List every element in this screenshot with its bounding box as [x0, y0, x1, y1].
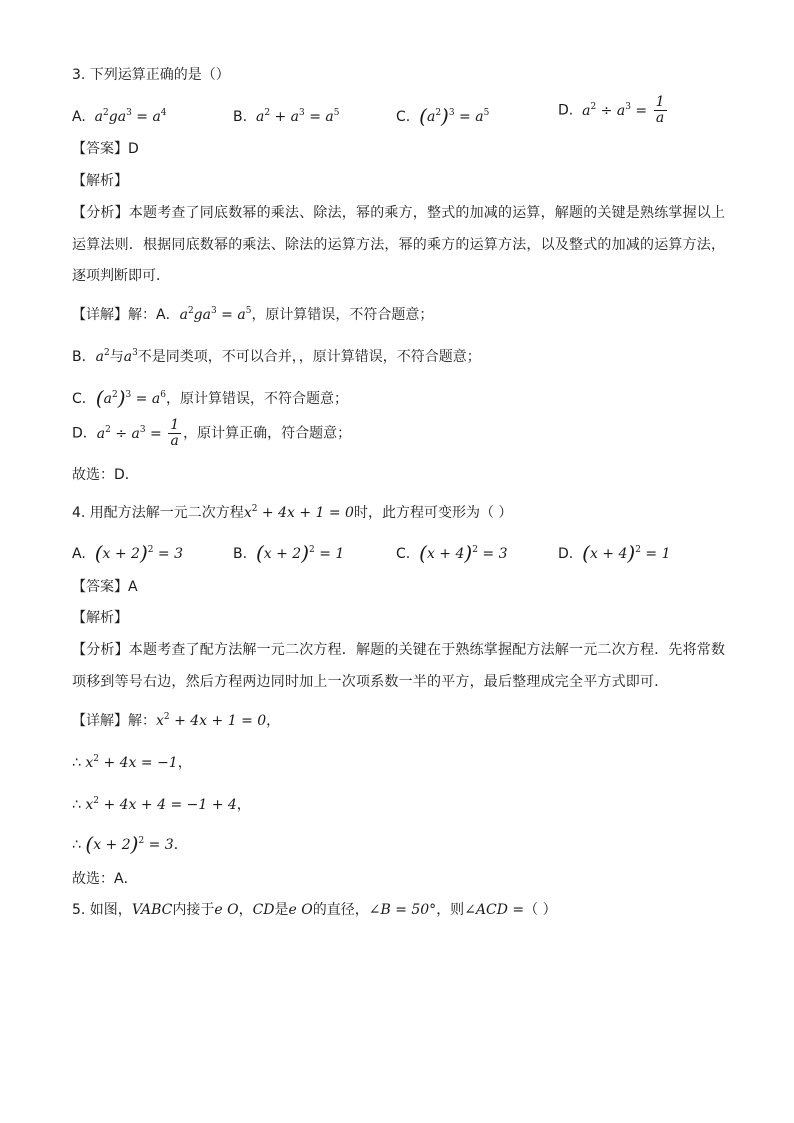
q3-option-d: D. $a^2 \div a^3$ = $\frac{1}{a}$ — [558, 94, 665, 126]
q3-analysis-line3: 逐项判断即可． — [72, 268, 170, 284]
q4-option-b: B. $(x + 2)^2 = 1$ — [233, 541, 345, 565]
q4-option-a: A. $(x + 2)^2 = 3$ — [72, 541, 184, 565]
q3-detail-d: D．$a^2 \div a^3$ = $\frac{1}{a}$ ，原计算正确，符合题意； — [72, 417, 352, 449]
q3-detail-b: B．$a^2$与$a^3$不是同类项，不可以合并，，原计算错误，不符合题意； — [72, 348, 481, 365]
q4-option-c: C. $(x + 4)^2 = 3$ — [396, 541, 508, 565]
q4-detail-step4: ∴ $(x + 2)^2 = 3$． — [72, 832, 188, 856]
q4-detail-step1: 【详解】解：$x^2 + 4x + 1 = 0$， — [72, 712, 281, 729]
q4-analysis-head: 【解析】 — [72, 610, 128, 626]
q3-analysis-head: 【解析】 — [72, 173, 128, 189]
q4-choose: 故选：A． — [72, 871, 138, 887]
q4-answer: 【答案】A — [72, 579, 138, 595]
q3-option-c: C. $(a^2)^3 = a^5$ — [396, 104, 490, 128]
q3-answer: 【答案】D — [72, 141, 139, 157]
q3-option-a: A. $a^2ga^3 = a^4$ — [72, 108, 167, 125]
q4-detail-step2: ∴ $x^2 + 4x = -1$， — [72, 754, 192, 771]
q3-option-b: B. $a^2 + a^3 = a^5$ — [233, 108, 340, 125]
q4-analysis-line1: 【分析】本题考查了配方法解一元二次方程．解题的关键在于熟练掌握配方法解一元二次方程．先将常数 — [72, 642, 726, 658]
q3-detail-a: 【详解】解：A．$a^2ga^3 = a^5$，原计算错误，不符合题意； — [72, 306, 434, 323]
q4-detail-step3: ∴ $x^2 + 4x + 4 = -1 + 4$， — [72, 796, 251, 813]
q4-stem: 4. 用配方法解一元二次方程$x^2 + 4x + 1 = 0$时，此方程可变形为（ ） — [72, 504, 513, 521]
q3-analysis-line1: 【分析】本题考查了同底数幂的乘法、除法，幂的乘方，整式的加减的运算，解题的关键是熟练掌握以上 — [72, 205, 726, 221]
q3-choose: 故选：D． — [72, 467, 139, 483]
q5-stem: 5. 如图，VABC内接于e O，CD是e O的直径，∠B = 50°，则∠ACD =（ ） — [72, 902, 557, 918]
q4-option-d: D. $(x + 4)^2 = 1$ — [558, 541, 671, 565]
q3-analysis-line2: 运算法则．根据同底数幂的乘法、除法的运算方法，幂的乘方的运算方法，以及整式的加减的运算方法， — [72, 237, 726, 253]
q3-stem: 3. 下列运算正确的是（） — [72, 67, 230, 83]
q4-analysis-line2: 项移到等号右边，然后方程两边同时加上一次项系数一半的平方，最后整理成完全平方式即可． — [72, 674, 669, 690]
q3-detail-c: C．$(a^2)^3 = a^6$，原计算错误，不符合题意； — [72, 386, 348, 410]
